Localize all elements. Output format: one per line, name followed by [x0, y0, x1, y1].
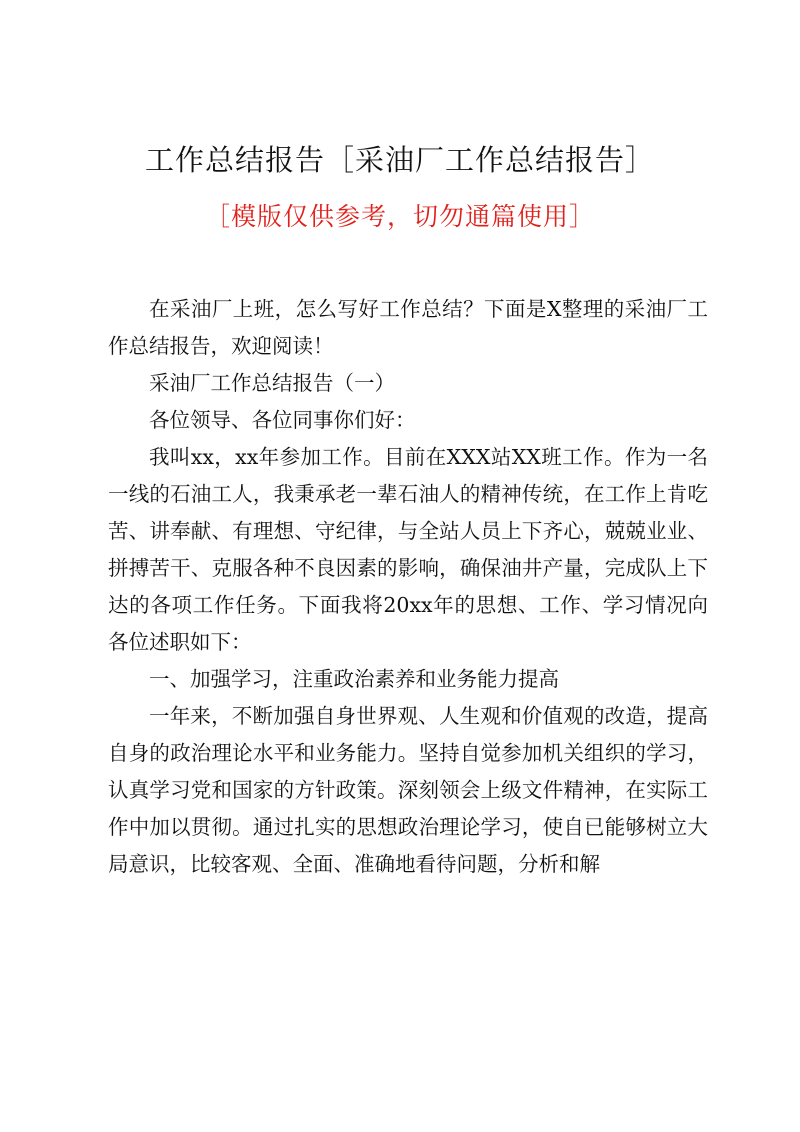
document-title: 工作总结报告［采油厂工作总结报告］	[144, 143, 655, 177]
document-body	[108, 291, 708, 883]
template-notice: ［模版仅供参考，切勿通篇使用］	[204, 202, 595, 231]
self-introduction-paragraph: 我叫xx，xx年参加工作。目前在XXX站XX班工作。作为一名一线的石油工人，我秉承老一辈石油人的精神传统，在工作上肯吃苦、讲奉献、有理想、守纪律，与全站人员上下齐心，兢兢业业、拼搏苦干、克服各种不良因素的影响，确保油井产量，完成队上下达的各项工作任务。下面我将20xx年的思想、工作、学习情况向各位述职如下：	[108, 445, 708, 654]
section-heading: 采油厂工作总结报告（一）	[149, 371, 395, 395]
greeting-paragraph: 各位领导、各位同事你们好：	[149, 408, 416, 432]
intro-paragraph: 在采油厂上班，怎么写好工作总结？下面是X整理的采油厂工作总结报告，欢迎阅读！	[108, 297, 708, 358]
subsection-heading: 一、加强学习，注重政治素养和业务能力提高	[149, 667, 559, 691]
study-paragraph: 一年来，不断加强自身世界观、人生观和价值观的改造，提高自身的政治理论水平和业务能力。坚持自觉参加机关组织的学习，认真学习党和国家的方针政策。深刻领会上级文件精神，在实际工作中加以贯彻。通过扎实的思想政治理论学习，使自已能够树立大局意识，比较客观、全面、准确地看待问题，分析和解	[108, 704, 708, 876]
